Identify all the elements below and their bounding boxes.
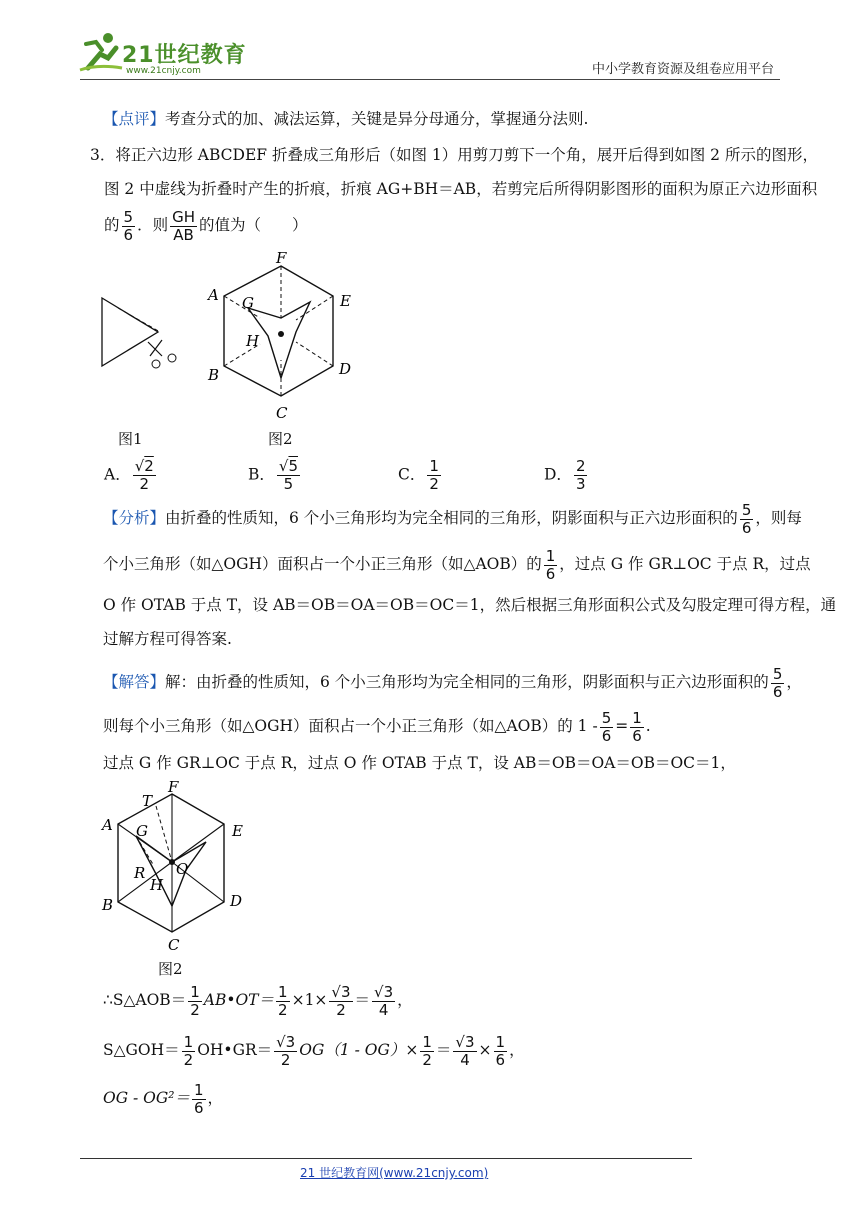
label-D: D (339, 360, 352, 378)
label-B: B (208, 366, 220, 384)
sol-label-R: R (134, 864, 146, 882)
sol-label-G: G (136, 822, 148, 840)
figure-1-folded-triangle (96, 290, 188, 374)
sol-label-C: C (168, 936, 180, 954)
option-c[interactable]: C． $\frac{1}{2}$ (398, 457, 439, 493)
solution-tag: 【解答】 (103, 673, 166, 691)
scissors-icon (148, 340, 176, 368)
q3-post: 的值为（ ） (198, 216, 308, 234)
question-line-2: 图 2 中虚线为折叠时产生的折痕，折痕 AG+BH＝AB，若剪完后所得阴影图形的面积为原正六边形面积 (104, 180, 818, 198)
question-line-3 (104, 206, 308, 244)
figure-2-hexagon (196, 250, 366, 422)
label-G: G (242, 294, 254, 312)
analysis-tag: 【分析】 (103, 509, 166, 527)
comment-tag: 【点评】 (103, 110, 166, 128)
solution-line-2: 则每个小三角形（如△OGH）面积占一个小正三角形（如△AOB）的 1 - $\frac{5}{6}$ = $\frac{1}{6}$ . (103, 708, 651, 745)
analysis-line-1: 【分析】由折叠的性质知，6 个小三角形均为完全相同的三角形，阴影面积与正六边形面积的 $\frac{5}{6}$ ，则每 (103, 500, 802, 537)
sol-label-F: F (168, 778, 179, 796)
label-E: E (340, 292, 351, 310)
sol-label-O: O (176, 860, 189, 878)
label-C: C (276, 404, 288, 422)
analysis-line-2: 个小三角形（如△OGH）面积占一个小正三角形（如△AOB）的 $\frac{1}{6}$ ，过点 G 作 GR⊥OC 于点 R，过点 (103, 546, 811, 583)
question-line-1 (90, 144, 818, 166)
sol-label-T: T (142, 792, 153, 810)
header-tagline: 中小学教育资源及组卷应用平台 (591, 62, 774, 77)
logo-url: www.21cnjy.com (126, 66, 201, 76)
sol-label-E: E (232, 822, 243, 840)
label-A: A (208, 286, 219, 304)
option-b[interactable]: B． $\frac{√5}{5}$ (248, 457, 298, 493)
analysis-line-4: 过解方程可得答案. (103, 630, 232, 648)
sol-label-D: D (230, 892, 243, 910)
sol-label-B: B (102, 896, 114, 914)
sol-label-H: H (150, 876, 164, 894)
equation-2: S△GOH＝ $\frac{1}{2}$ OH•GR＝ $\frac{√3}{2}$ OG（1 - OG）× $\frac{1}{2}$ ＝ $\frac{√3}{4}$ × $\frac{1}{6}$ ， (103, 1032, 525, 1069)
fig2-caption: 图2 (268, 430, 293, 448)
fig1-caption: 图1 (118, 430, 143, 448)
equation-1: ∴S△AOB＝ $\frac{1}{2}$ AB•OT＝ $\frac{1}{2}$ ×1× $\frac{√3}{2}$ ＝ $\frac{√3}{4}$ ， (103, 982, 413, 1019)
footer-link[interactable]: 21 世纪教育网(www.21cnjy.com) (300, 1166, 489, 1180)
equation-3: OG - OG²＝ $\frac{1}{6}$ ， (103, 1080, 224, 1117)
label-H: H (246, 332, 260, 350)
option-d[interactable]: D． $\frac{2}{3}$ (544, 457, 586, 493)
header-divider (80, 79, 780, 80)
analysis-line-3: O 作 OTAB 于点 T，设 AB＝OB＝OA＝OB＝OC＝1，然后根据三角形面积公式及勾股定理可得方程，通 (103, 596, 837, 614)
runner-logo-icon (78, 30, 124, 74)
sol-label-A: A (102, 816, 113, 834)
solution-figure-hexagon (96, 778, 256, 956)
comment-text: 考查分式的加、减法运算，关键是异分母通分，掌握通分法则. (165, 110, 589, 128)
solution-fig-caption: 图2 (158, 960, 183, 978)
q3-mid: ．则 (137, 216, 169, 234)
solution-line-3: 过点 G 作 GR⊥OC 于点 R，过点 O 作 OTAB 于点 T，设 AB＝OB＝OA＝OB＝OC＝1， (103, 754, 736, 772)
logo-text: 21世纪教育 (122, 43, 247, 68)
question-number: 3． (90, 146, 116, 164)
ratio-fraction: $\frac{GH}{AB}$ (172, 207, 195, 244)
area-fraction: $\frac{5}{6}$ (123, 207, 134, 244)
question-text-1: 将正六边形 ABCDEF 折叠成三角形后（如图 1）用剪刀剪下一个角，展开后得到如图 2 所示的图形， (115, 146, 818, 164)
option-a[interactable]: A． $\frac{√2}{2}$ (104, 457, 154, 493)
footer-divider (80, 1158, 692, 1159)
comment-line (103, 108, 588, 130)
label-F: F (276, 250, 287, 267)
solution-line-1: 【解答】解：由折叠的性质知，6 个小三角形均为完全相同的三角形，阴影面积与正六边形面积的 $\frac{5}{6}$ ， (103, 664, 802, 701)
q3-pre: 的 (104, 216, 120, 234)
